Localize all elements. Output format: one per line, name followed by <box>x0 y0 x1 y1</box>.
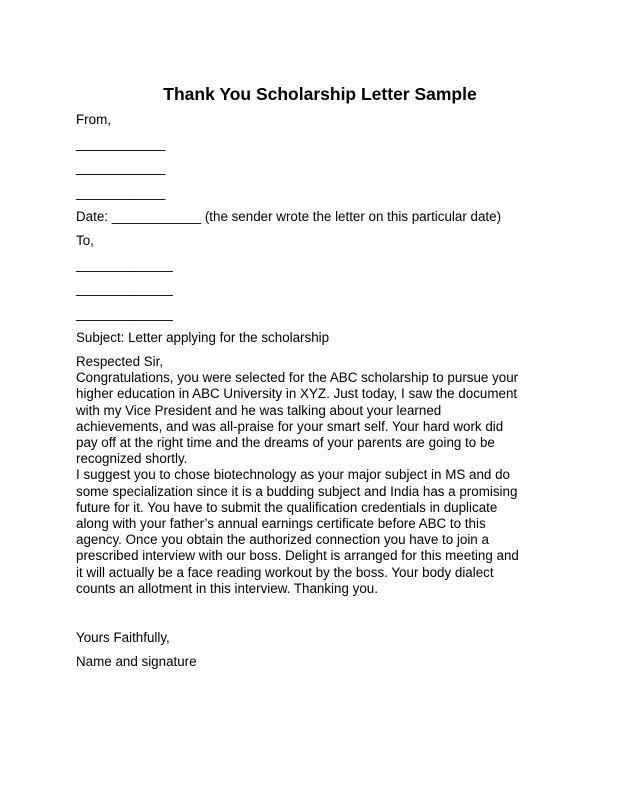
page-title: Thank You Scholarship Letter Sample <box>163 84 477 104</box>
from-blank-2: ____________ <box>76 160 166 176</box>
paragraph-line: agency. Once you obtain the authorized connection you have to join a <box>76 532 489 548</box>
paragraph-line: some specialization since it is a budding subject and India has a promising <box>76 483 518 499</box>
date-line: Date: ____________ (the sender wrote the letter on this particular date) <box>76 208 502 224</box>
to-blank-1: _____________ <box>76 257 173 273</box>
paragraph-suggestion <box>76 467 580 597</box>
subject-line: Subject: Letter applying for the scholarship <box>76 329 330 345</box>
to-blank-3: _____________ <box>76 305 173 321</box>
to-blank-2: _____________ <box>76 281 173 297</box>
paragraph-line: recognized shortly. <box>76 451 188 467</box>
paragraph-line: achievements, and was all-praise for your smart self. Your hard work did <box>76 418 504 434</box>
paragraph-line: it will actually be a face reading workout by the boss. Your body dialect <box>76 564 494 580</box>
to-label: To, <box>76 233 94 249</box>
paragraph-line: I suggest you to chose biotechnology as your major subject in MS and do <box>76 467 510 483</box>
paragraph-line: future for it. You have to submit the qualification credentials in duplicate <box>76 499 498 515</box>
paragraph-line: counts an allotment in this interview. Thanking you. <box>76 580 378 596</box>
salutation: Respected Sir, <box>76 354 164 370</box>
paragraph-congratulations <box>76 370 580 467</box>
paragraph-line: with my Vice President and he was talking about your learned <box>76 402 442 418</box>
paragraph-line: along with your father’s annual earnings certificate before ABC to this <box>76 516 486 532</box>
from-blank-1: ____________ <box>76 136 166 152</box>
signature-line: Name and signature <box>76 654 197 670</box>
from-blank-3: ____________ <box>76 184 166 200</box>
from-label: From, <box>76 112 111 127</box>
paragraph-line: pay off at the right time and the dreams of your parents are going to be <box>76 435 495 451</box>
paragraph-line: higher education in ABC University in XYZ. Just today, I saw the document <box>76 386 518 402</box>
paragraph-line: Congratulations, you were selected for the ABC scholarship to pursue your <box>76 370 519 386</box>
paragraph-line: prescribed interview with our boss. Delight is arranged for this meeting and <box>76 548 519 564</box>
spacer <box>76 597 580 630</box>
closing: Yours Faithfully, <box>76 630 170 646</box>
